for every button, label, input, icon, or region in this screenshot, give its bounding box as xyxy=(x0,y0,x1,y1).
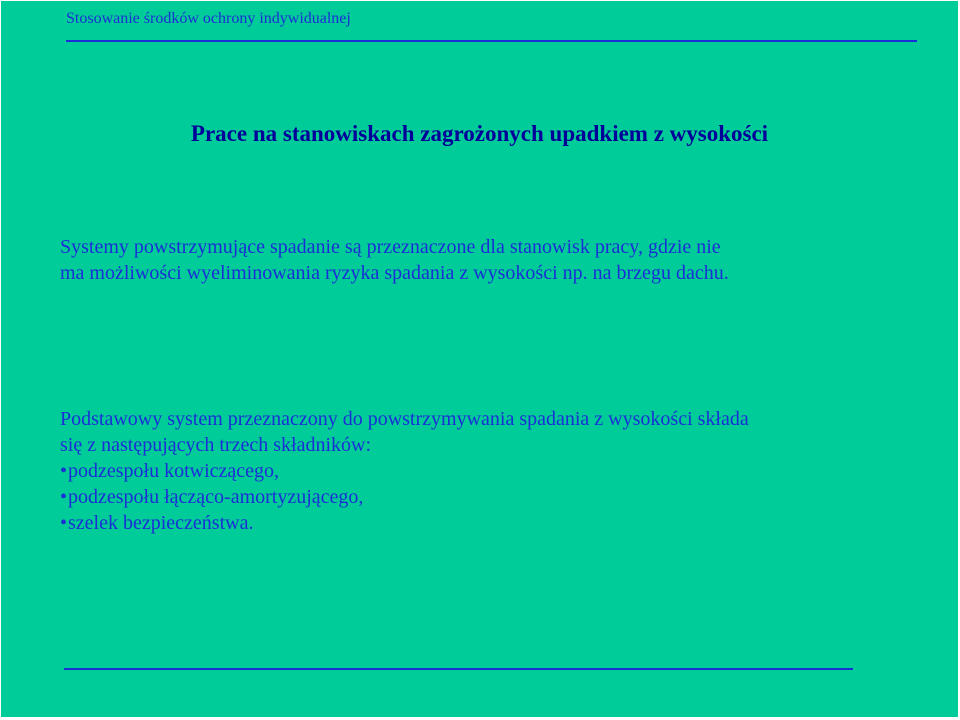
bullet-item xyxy=(60,458,749,484)
paragraph-fall-arrest-purpose xyxy=(60,234,729,286)
bullet-item xyxy=(60,484,749,510)
bullet-item xyxy=(60,510,749,536)
bullet-text: podzespołu kotwiczącego, xyxy=(68,460,280,482)
paragraph-line: się z następujących trzech składników: xyxy=(60,434,371,456)
slide xyxy=(1,1,958,717)
paragraph-line: Podstawowy system przeznaczony do powstrzymywania spadania z wysokości składa xyxy=(60,408,749,430)
slide-header-title: Stosowanie środków ochrony indywidualnej xyxy=(66,10,351,27)
header-divider xyxy=(66,40,917,42)
bullet-icon: • xyxy=(60,486,68,508)
bullet-text: podzespołu łącząco-amortyzującego, xyxy=(68,486,364,508)
bullet-text: szelek bezpieczeństwa. xyxy=(68,512,254,534)
bullet-icon: • xyxy=(60,460,68,482)
bullet-icon: • xyxy=(60,512,68,534)
paragraph-line: ma możliwości wyeliminowania ryzyka spadania z wysokości np. na brzegu dachu. xyxy=(60,262,729,284)
footer-divider xyxy=(64,668,853,670)
paragraph-line: Systemy powstrzymujące spadanie są przeznaczone dla stanowisk pracy, gdzie nie xyxy=(60,236,721,258)
slide-title: Prace na stanowiskach zagrożonych upadkiem z wysokości xyxy=(190,121,769,146)
paragraph-system-components xyxy=(60,406,749,536)
